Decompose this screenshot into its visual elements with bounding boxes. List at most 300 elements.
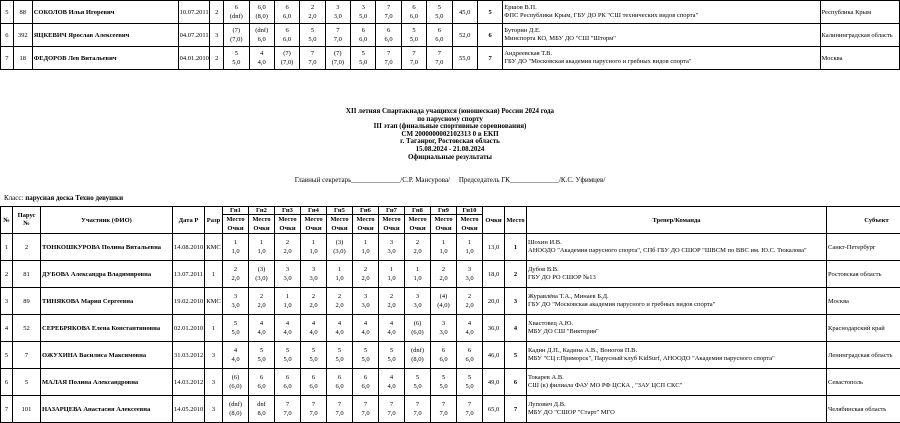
- race-cell: [301, 315, 327, 342]
- race-place: (7): [225, 26, 247, 35]
- race-points: 6,0: [428, 35, 450, 44]
- race-cell: [275, 369, 301, 396]
- race-subheader: [405, 215, 431, 234]
- race-cell: [325, 47, 350, 70]
- race-place: 6: [276, 3, 298, 12]
- race-place: 3: [354, 292, 377, 301]
- race-points: 2,0: [406, 247, 429, 256]
- race-cell: [327, 369, 353, 396]
- col-race: Гн4: [301, 207, 327, 215]
- race-cell: [327, 396, 353, 423]
- previous-results-table: [0, 0, 900, 70]
- race-points: 4,0: [251, 58, 273, 67]
- race-place: 6: [458, 346, 481, 355]
- race-points: 7,0: [428, 58, 450, 67]
- race-points: (3,0): [328, 247, 351, 256]
- table-row: [1, 369, 900, 396]
- row-name: ТИНЯКОВА Мария Сергеевна: [41, 288, 173, 315]
- race-cell: [427, 47, 452, 70]
- race-points: 6,0: [354, 382, 377, 391]
- race-place: 3: [458, 265, 481, 274]
- row-points: 45,0: [452, 1, 477, 24]
- race-cell: [223, 369, 249, 396]
- race-cell: [249, 24, 274, 47]
- race-place: 6: [403, 3, 425, 12]
- race-place: 7: [276, 400, 299, 409]
- col-race: Гн6: [353, 207, 379, 215]
- col-race: Гн8: [405, 207, 431, 215]
- results-table: [0, 206, 900, 423]
- row-region: Ростовская область: [827, 261, 900, 288]
- race-place: 7: [301, 49, 323, 58]
- row-sail: 52: [13, 315, 41, 342]
- class-line: [4, 194, 123, 202]
- col-no: №: [1, 207, 13, 234]
- race-points: 3,0: [302, 274, 325, 283]
- col-race: Гн3: [275, 207, 301, 215]
- row-no: 6: [1, 24, 14, 47]
- race-place: 5: [458, 373, 481, 382]
- race-place: 5: [250, 346, 273, 355]
- race-cell: [379, 261, 405, 288]
- race-points: 1,0: [354, 247, 377, 256]
- race-points: 6,0: [276, 12, 298, 21]
- race-points: 3,0: [406, 301, 429, 310]
- coach-name: Дубов В.В.: [528, 266, 825, 274]
- row-name: ФЕДОРОВ Лев Витальевич: [32, 47, 178, 70]
- row-rank: 1: [205, 261, 223, 288]
- race-cell: [301, 261, 327, 288]
- race-points: 5,0: [352, 58, 374, 67]
- race-place: 2: [380, 292, 403, 301]
- race-place: 2: [224, 265, 247, 274]
- race-subheader: [275, 215, 301, 234]
- race-cell: [351, 1, 376, 24]
- race-cell: [376, 47, 401, 70]
- race-place: (4): [432, 292, 455, 301]
- race-points: 3,0: [354, 301, 377, 310]
- race-place: (6): [224, 373, 247, 382]
- race-points: 6,0: [250, 382, 273, 391]
- race-points: 2,0: [458, 301, 481, 310]
- race-place: 3: [352, 3, 374, 12]
- race-place: 7: [302, 400, 325, 409]
- race-points: 4,0: [380, 382, 403, 391]
- race-place: 3: [224, 292, 247, 301]
- sub-place-label: Место: [380, 215, 403, 224]
- col-region: Субъект: [827, 207, 900, 234]
- sub-points-label: Очки: [380, 224, 403, 233]
- row-sail: 89: [13, 288, 41, 315]
- race-place: 5: [301, 26, 323, 35]
- row-points: 55,0: [452, 47, 477, 70]
- race-cell: [275, 234, 301, 261]
- race-points: 2,0: [432, 274, 455, 283]
- race-cell: [300, 24, 325, 47]
- race-place: (3): [250, 265, 273, 274]
- row-name: СЕРЕБРЯКОВА Елена Константиновна: [41, 315, 173, 342]
- sub-points-label: Очки: [432, 224, 455, 233]
- row-name: ДУБОВА Александра Владимировна: [41, 261, 173, 288]
- race-place: 2: [406, 238, 429, 247]
- race-points: 5,0: [301, 35, 323, 44]
- race-cell: [353, 288, 379, 315]
- race-points: (7,0): [225, 35, 247, 44]
- class-label: Класс:: [4, 194, 23, 202]
- race-points: 6,0: [328, 382, 351, 391]
- race-cell: [300, 47, 325, 70]
- race-points: (7,0): [327, 58, 349, 67]
- race-place: 6: [432, 346, 455, 355]
- race-cell: [457, 261, 483, 288]
- race-place: 6,0: [251, 3, 273, 12]
- race-subheader: [379, 215, 405, 234]
- race-points: (4,0): [432, 301, 455, 310]
- row-place: 3: [505, 288, 527, 315]
- race-subheader: [249, 215, 275, 234]
- coach-name: Лупович Д.В.: [528, 401, 825, 409]
- col-sail: Парус №: [13, 207, 41, 234]
- race-cell: [353, 342, 379, 369]
- race-cell: [327, 288, 353, 315]
- race-place: 4: [458, 319, 481, 328]
- table-row: [1, 288, 900, 315]
- race-place: 5: [380, 346, 403, 355]
- race-points: 2,0: [380, 301, 403, 310]
- race-subheader: [431, 215, 457, 234]
- class-value: парусная доска Техно девушки: [25, 194, 123, 202]
- col-race: Гн9: [431, 207, 457, 215]
- race-points: 7,0: [380, 409, 403, 418]
- row-place: 5: [477, 1, 502, 24]
- race-points: 6,0: [276, 382, 299, 391]
- race-cell: [457, 234, 483, 261]
- race-cell: [223, 234, 249, 261]
- race-place: 5: [328, 346, 351, 355]
- coach-team: АНООДО "Академия парусного спорта", СПб ГБУ ДО СШОР "ШВСМ по ВВС им. Ю.С. Тюкалова": [528, 247, 825, 255]
- sub-points-label: Очки: [354, 224, 377, 233]
- race-cell: [431, 342, 457, 369]
- row-region: Краснодарский край: [827, 315, 900, 342]
- race-points: 2,0: [250, 301, 273, 310]
- sub-place-label: Место: [224, 215, 247, 224]
- race-points: 5,0: [224, 328, 247, 337]
- race-cell: [379, 315, 405, 342]
- race-cell: [249, 396, 275, 423]
- race-points: 4,0: [328, 328, 351, 337]
- race-cell: [427, 24, 452, 47]
- race-cell: [249, 342, 275, 369]
- race-place: (dnf): [406, 346, 429, 355]
- race-place: 6: [225, 3, 247, 12]
- row-no: 4: [1, 315, 13, 342]
- race-cell: [274, 47, 299, 70]
- row-name: НАЗАРЦЕВА Анастасия Алексеевна: [41, 396, 173, 423]
- race-points: 2,0: [328, 301, 351, 310]
- race-place: 4: [224, 346, 247, 355]
- coach-name: Хвастовец А.Ю.: [528, 320, 825, 328]
- race-points: 5,0: [428, 12, 450, 21]
- table-row: [1, 342, 900, 369]
- table-row: [1, 261, 900, 288]
- race-cell: [379, 369, 405, 396]
- coach-team: МБУ ДО "СШОР "Старт" МГО: [528, 409, 825, 417]
- race-place: 1: [354, 238, 377, 247]
- race-place: 4: [276, 319, 299, 328]
- race-points: 2,0: [354, 274, 377, 283]
- row-sail: 101: [13, 396, 41, 423]
- sub-place-label: Место: [328, 215, 351, 224]
- race-cell: [249, 47, 274, 70]
- row-sail: 392: [13, 24, 32, 47]
- race-place: 1: [302, 238, 325, 247]
- row-place: 2: [505, 261, 527, 288]
- row-dob: 14.08.2010: [173, 234, 205, 261]
- header-line: Официальные результаты: [0, 154, 900, 162]
- row-no: 2: [1, 261, 13, 288]
- header-line: XII летняя Спартакиада учащихся (юношеская) России 2024 года: [0, 108, 900, 116]
- col-race: Гн5: [327, 207, 353, 215]
- row-points: 52,0: [452, 24, 477, 47]
- row-no: 5: [1, 342, 13, 369]
- row-place: 4: [505, 315, 527, 342]
- race-cell: [301, 369, 327, 396]
- row-points: 13,0: [483, 234, 505, 261]
- coach-team: СШ (к) филиала ФАУ МО РФ ЦСКА , "ЗАУ ЦСП СКС": [528, 382, 825, 390]
- race-cell: [325, 1, 350, 24]
- race-points: 3,0: [276, 274, 299, 283]
- race-cell: [274, 24, 299, 47]
- row-rank: 3: [210, 24, 224, 47]
- row-coach: [527, 315, 827, 342]
- race-points: 7,0: [301, 58, 323, 67]
- race-points: 7,0: [377, 58, 399, 67]
- row-name: ЯЦКЕВИЧ Ярослав Алексеевич: [32, 24, 178, 47]
- race-cell: [275, 261, 301, 288]
- row-place: 6: [477, 24, 502, 47]
- race-points: 7,0: [403, 58, 425, 67]
- row-region: Калининградская область: [820, 24, 899, 47]
- row-name: ТОНКОШКУРОВА Полина Витальевна: [41, 234, 173, 261]
- race-cell: [353, 396, 379, 423]
- race-cell: [405, 234, 431, 261]
- race-cell: [301, 234, 327, 261]
- row-coach: [503, 47, 820, 70]
- row-dob: 14.05.2010: [173, 396, 205, 423]
- race-cell: [457, 369, 483, 396]
- row-sail: 81: [13, 261, 41, 288]
- header-line: по парусному спорту: [0, 116, 900, 124]
- coach-name: Андреевская Т.В.: [504, 50, 818, 58]
- race-points: 4,0: [224, 355, 247, 364]
- race-points: 7,0: [327, 35, 349, 44]
- race-cell: [405, 261, 431, 288]
- race-place: 1: [250, 238, 273, 247]
- coach-name: Токарев А.В.: [528, 374, 825, 382]
- race-cell: [353, 369, 379, 396]
- row-region: Москва: [820, 47, 899, 70]
- race-place: 5: [352, 49, 374, 58]
- race-place: 7: [403, 49, 425, 58]
- row-no: 7: [1, 396, 13, 423]
- race-place: (6): [406, 319, 429, 328]
- race-points: 2,0: [276, 247, 299, 256]
- col-points: Очки: [483, 207, 505, 234]
- race-subheader: [327, 215, 353, 234]
- race-points: 6,0: [432, 355, 455, 364]
- race-subheader: [457, 215, 483, 234]
- race-cell: [457, 315, 483, 342]
- race-cell: [401, 1, 426, 24]
- coach-team: ГБУ ДО "Московская академия парусного и гребных видов спорта": [528, 301, 825, 309]
- race-place: 7: [328, 400, 351, 409]
- race-place: 6: [302, 373, 325, 382]
- race-points: 2,0: [302, 301, 325, 310]
- race-points: 4,0: [302, 328, 325, 337]
- sub-points-label: Очки: [224, 224, 247, 233]
- race-cell: [301, 342, 327, 369]
- header-line: г. Таганрог, Ростовская область: [0, 138, 900, 146]
- race-cell: [224, 1, 249, 24]
- race-cell: [223, 342, 249, 369]
- row-coach: [503, 24, 820, 47]
- coach-name: Буторин Д.Е.: [504, 27, 818, 35]
- race-place: 2: [458, 292, 481, 301]
- race-place: 7: [428, 49, 450, 58]
- row-sail: 7: [13, 342, 41, 369]
- race-place: 1: [432, 238, 455, 247]
- race-place: 6: [328, 373, 351, 382]
- row-dob: 19.02.2010: [173, 288, 205, 315]
- race-points: 7,0: [458, 409, 481, 418]
- coach-team: МБУ "СЦ г.Приморск", Парусный клуб KidSurf, АНООДО "Академия парусного спорта": [528, 355, 825, 363]
- race-place: 7: [327, 26, 349, 35]
- race-cell: [249, 234, 275, 261]
- coach-name: Кадин Д.П., Кадина А.В., Воногов П.В.: [528, 347, 825, 355]
- race-points: 5,0: [406, 382, 429, 391]
- race-points: 3,0: [380, 247, 403, 256]
- race-points: 6,0: [302, 382, 325, 391]
- sub-points-label: Очки: [250, 224, 273, 233]
- row-rank: КМС: [205, 234, 223, 261]
- race-place: 2: [354, 265, 377, 274]
- table-row: [1, 47, 900, 70]
- race-points: 1,0: [406, 274, 429, 283]
- race-cell: [249, 261, 275, 288]
- chairman-signature: Председатель ГК______________/К.С. Уфимцев/: [459, 176, 605, 184]
- race-points: 3,0: [224, 301, 247, 310]
- row-region: Москва: [827, 288, 900, 315]
- race-cell: [275, 315, 301, 342]
- race-place: 2: [432, 265, 455, 274]
- race-points: 5,0: [352, 12, 374, 21]
- race-cell: [379, 396, 405, 423]
- race-place: 5: [354, 346, 377, 355]
- row-region: Республика Крым: [820, 1, 899, 24]
- race-place: (7): [327, 49, 349, 58]
- table-row: [1, 315, 900, 342]
- race-place: 3: [432, 319, 455, 328]
- col-race: Гн2: [249, 207, 275, 215]
- sub-points-label: Очки: [458, 224, 481, 233]
- race-cell: [376, 1, 401, 24]
- race-points: 7,0: [377, 12, 399, 21]
- row-place: 5: [505, 342, 527, 369]
- row-coach: [527, 396, 827, 423]
- race-place: 1: [406, 265, 429, 274]
- race-points: 1,0: [328, 274, 351, 283]
- race-place: 1: [276, 292, 299, 301]
- table-row: [1, 1, 900, 24]
- race-cell: [405, 369, 431, 396]
- race-cell: [275, 396, 301, 423]
- race-subheader: [223, 215, 249, 234]
- race-cell: [351, 47, 376, 70]
- race-place: 5: [302, 346, 325, 355]
- race-place: 7: [354, 400, 377, 409]
- race-cell: [351, 24, 376, 47]
- race-points: 1,0: [224, 247, 247, 256]
- race-points: 6,0: [276, 35, 298, 44]
- race-points: 3,0: [432, 328, 455, 337]
- header-row: [1, 207, 900, 215]
- race-place: 6: [428, 26, 450, 35]
- race-cell: [457, 288, 483, 315]
- sub-place-label: Место: [302, 215, 325, 224]
- race-cell: [376, 24, 401, 47]
- sub-place-label: Место: [276, 215, 299, 224]
- row-region: Челябинская область: [827, 396, 900, 423]
- sub-place-label: Место: [458, 215, 481, 224]
- row-coach: [527, 369, 827, 396]
- row-points: 65,0: [483, 396, 505, 423]
- coach-name: Шохин И.В.: [528, 239, 825, 247]
- race-points: 5,0: [250, 355, 273, 364]
- race-place: dnf: [250, 400, 273, 409]
- row-name: ОЖУХИНА Василиса Максимовна: [41, 342, 173, 369]
- race-points: 1,0: [380, 274, 403, 283]
- row-name: СОКОЛОВ Илья Игоревич: [32, 1, 178, 24]
- coach-team: МБУ ДО СШ "Виктория": [528, 328, 825, 336]
- race-cell: [353, 234, 379, 261]
- row-dob: 04.07.2011: [178, 24, 210, 47]
- signatures-line: [0, 176, 900, 184]
- race-place: 6: [354, 373, 377, 382]
- race-place: 5: [224, 319, 247, 328]
- race-cell: [431, 261, 457, 288]
- coach-team: ГБУ ДО РО СШОР №13: [528, 274, 825, 282]
- table-row: [1, 234, 900, 261]
- race-cell: [300, 1, 325, 24]
- race-place: 2: [328, 292, 351, 301]
- race-place: 3: [406, 292, 429, 301]
- race-place: 5: [406, 373, 429, 382]
- race-cell: [327, 234, 353, 261]
- col-race: Гн10: [457, 207, 483, 215]
- col-name: Участник (ФИО): [41, 207, 173, 234]
- race-place: 3: [276, 265, 299, 274]
- race-place: 5: [432, 373, 455, 382]
- sub-place-label: Место: [432, 215, 455, 224]
- race-points: 5,0: [302, 355, 325, 364]
- coach-team: ГБУ ДО "Московская академия парусного и гребных видов спорта": [504, 58, 818, 66]
- sub-place-label: Место: [354, 215, 377, 224]
- race-points: 2,0: [224, 274, 247, 283]
- race-points: 1,0: [302, 247, 325, 256]
- col-race: Гн1: [223, 207, 249, 215]
- row-place: 1: [505, 234, 527, 261]
- header-line: III этап (финальные спортивные соревнования): [0, 123, 900, 131]
